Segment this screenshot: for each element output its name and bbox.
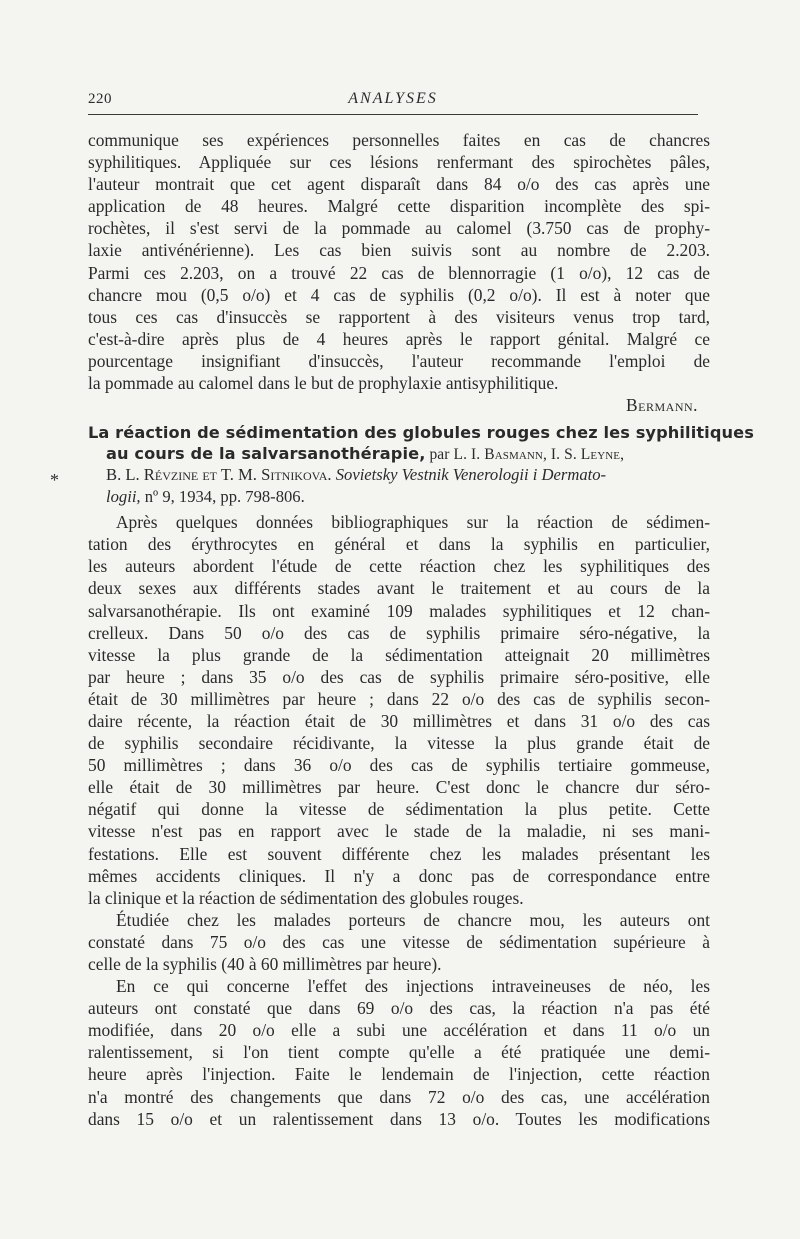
- text-line: était de 30 millimètres par heure ; dans 22 o/o des cas de syphilis secon-: [88, 688, 710, 709]
- text-line: de syphilis secondaire récidivante, la vitesse la plus grande était de: [88, 733, 710, 754]
- text-line: heure après l'injection. Faite le lendemain de l'injection, cette réaction: [88, 1064, 710, 1085]
- text-line: Parmi ces 2.203, on a trouvé 22 cas de blennorragie (1 o/o), 12 cas de: [88, 262, 710, 283]
- text-line: rochètes, il s'est servi de la pommade au calomel (3.750 cas de prophy-: [88, 218, 710, 239]
- text-line: syphilitiques. Appliquée sur ces lésions renfermant des spirochètes pâles,: [88, 152, 710, 173]
- text-line: modifiée, dans 20 o/o elle a subi une accélération et dans 11 o/o un: [88, 1020, 710, 1041]
- citation-line-1: [88, 464, 710, 486]
- text-line: mêmes accidents cliniques. Il n'y a donc pas de correspondance entre: [88, 865, 710, 886]
- text-line: auteurs ont constaté que dans 69 o/o des cas, la réaction n'a pas été: [88, 998, 710, 1019]
- article-body: [88, 511, 710, 1130]
- paragraph: [88, 511, 710, 909]
- text-line: Étudiée chez les malades porteurs de chancre mou, les auteurs ont: [116, 909, 710, 930]
- text-line: celle de la syphilis (40 à 60 millimètres par heure).: [88, 954, 442, 974]
- text-line: 50 millimètres ; dans 36 o/o des cas de syphilis tertiaire gommeuse,: [88, 755, 710, 776]
- text-line: constaté dans 75 o/o des cas une vitesse de sédimentation supérieure à: [88, 931, 710, 952]
- paragraph: [88, 975, 710, 1130]
- paragraph: [88, 909, 710, 975]
- article-title-line-1: La réaction de sédimentation des globules rouges chez les syphilitiques: [88, 423, 754, 443]
- running-title: ANALYSES: [348, 90, 438, 107]
- article-title-text: au cours de la salvarsanothérapie,: [106, 444, 426, 464]
- article-title-line-2: [88, 443, 710, 464]
- text-line: la clinique et la réaction de sédimentation des globules rouges.: [88, 887, 524, 908]
- text-line: c'est-à-dire après plus de 4 heures après le rapport génital. Malgré ce: [88, 328, 710, 349]
- text-line: vitesse n'est pas en rapport avec le stade de la maladie, ni ses mani-: [88, 821, 710, 842]
- text-line: vitesse la plus grande de la sédimentation atteignait 20 millimètres: [88, 644, 710, 665]
- running-header: [88, 88, 698, 115]
- text-line: Après quelques données bibliographiques sur la réaction de sédimen-: [116, 512, 710, 533]
- author-list-1: L. I. Basmann, I. S. Leyne,: [453, 446, 625, 464]
- text-line: En ce qui concerne l'effet des injections intraveineuses de néo, les: [116, 976, 710, 997]
- text-line: n'a montré des changements que dans 72 o/o des cas, une accélération: [88, 1086, 710, 1107]
- journal-name-cont: logii,: [106, 487, 141, 507]
- margin-mark: *: [50, 470, 59, 490]
- body-text: [88, 129, 754, 1130]
- text-line: crelleux. Dans 50 o/o des cas de syphilis primaire séro-négative, la: [88, 622, 710, 643]
- citation-line-2: [88, 486, 710, 508]
- title-par: par: [429, 446, 450, 464]
- text-line: laxie antivénérienne). Les cas bien suivis sont au nombre de 2.203.: [88, 240, 710, 261]
- text-line: les auteurs abordent l'étude de cette réaction chez les syphilitiques des: [88, 556, 710, 577]
- text-line: tous ces cas d'insuccès se rapportent à des visiteurs venus trop tard,: [88, 306, 710, 327]
- text-line: festations. Elle est souvent différente chez les malades présentant les: [88, 843, 710, 864]
- previous-article-text: [88, 129, 710, 394]
- title-authors: [425, 446, 624, 463]
- text-line: ralentissement, si l'on tient compte qu'elle a été pratiquée une demi-: [88, 1042, 710, 1063]
- journal-name: Sovietsky Vestnik Venerologii i Dermato-: [335, 465, 607, 485]
- text-line: dans 15 o/o et un ralentissement dans 13 o/o. Toutes les modifications: [88, 1108, 710, 1129]
- text-line: l'auteur montrait que cet agent disparaît dans 84 o/o des cas après une: [88, 174, 710, 195]
- text-line: négatif qui donne la vitesse de sédimentation la plus petite. Cette: [88, 799, 710, 820]
- text-line: elle était de 30 millimètres par heure. C'est donc le chancre dur séro-: [88, 777, 710, 798]
- text-line: par heure ; dans 35 o/o des cas de syphilis primaire séro-positive, elle: [88, 666, 710, 687]
- text-line: chancre mou (0,5 o/o) et 4 cas de syphilis (0,2 o/o). Il est à noter que: [88, 284, 710, 305]
- text-line: application de 48 heures. Malgré cette disparition incomplète des spi-: [88, 196, 710, 217]
- issue-info: nº 9, 1934, pp. 798-806.: [144, 487, 305, 507]
- text-line: la pommade au calomel dans le but de prophylaxie antisyphilitique.: [88, 373, 559, 394]
- text-line: communique ses expériences personnelles faites en cas de chancres: [88, 130, 710, 150]
- author-list-2: B. L. Révzine et T. M. Sitnikova.: [106, 465, 332, 485]
- text-line: salvarsanothérapie. Ils ont examiné 109 malades syphilitiques et 12 chan-: [88, 600, 710, 621]
- text-line: tation des érythrocytes en général et dans la syphilis en particulier,: [88, 534, 710, 555]
- text-line: deux sexes aux différents stades avant le traitement et au cours de la: [88, 578, 710, 599]
- text-line: pourcentage insignifiant d'insuccès, l'auteur recommande l'emploi de: [88, 350, 710, 371]
- page-number: 220: [88, 91, 112, 107]
- text-line: daire récente, la réaction était de 30 millimètres et dans 31 o/o des cas: [88, 710, 710, 731]
- reviewer-signature: Bermann.: [626, 395, 698, 416]
